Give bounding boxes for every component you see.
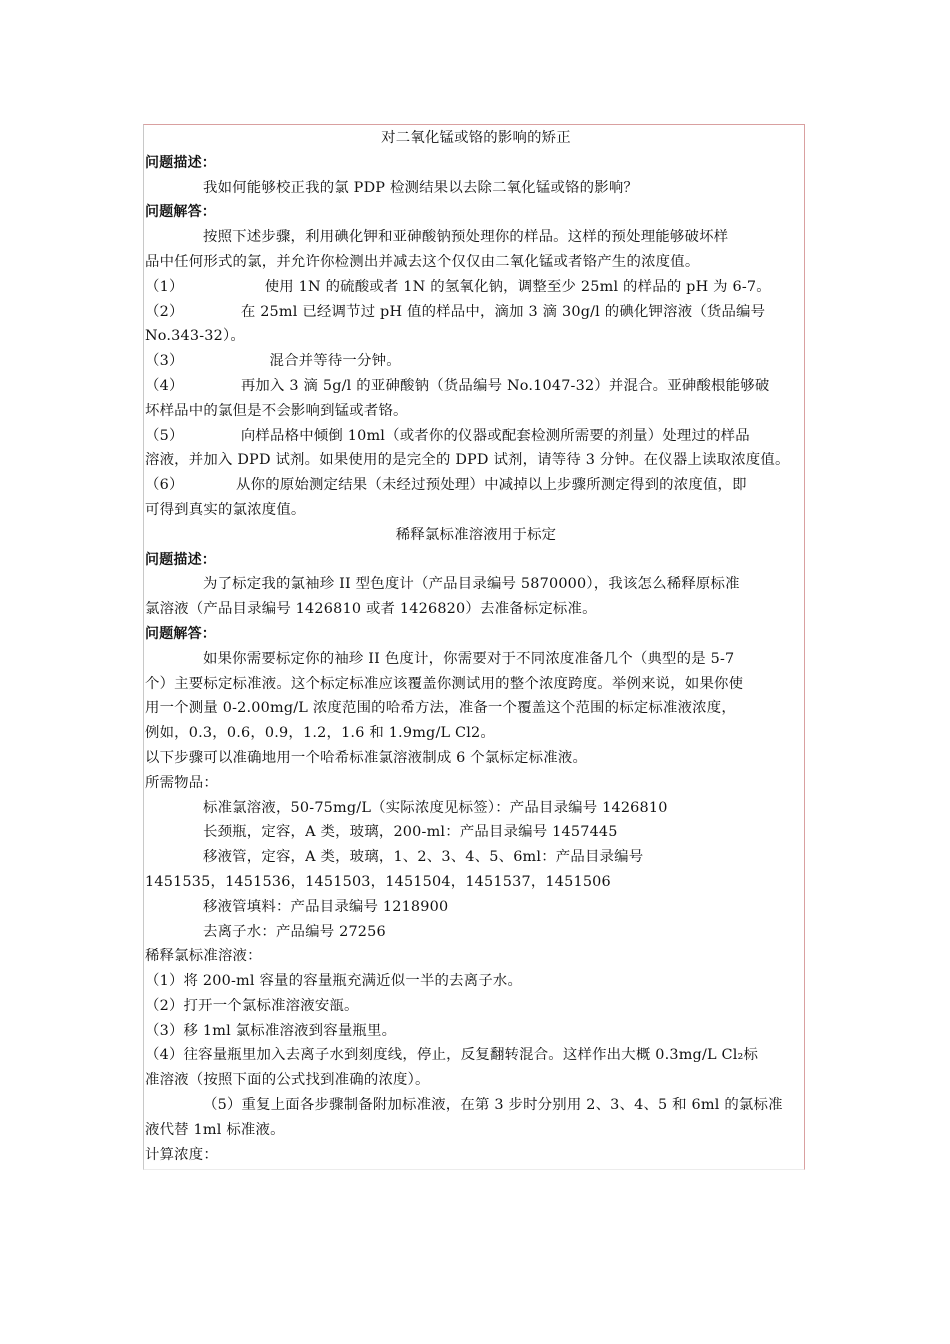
step-line: No.343-32）。 <box>145 328 245 345</box>
answer-text: 如果你需要标定你的袖珍 II 色度计，你需要对于不同浓度准备几个（典型的是 5-7 <box>203 650 735 667</box>
answer-text: 用一个测量 0-2.00mg/L 浓度范围的哈希方法，准备一个覆盖这个范围的标定标准液浓度， <box>145 700 736 717</box>
document-body <box>145 126 811 1167</box>
answer-text: 例如，0.3，0.6，0.9，1.2，1.6 和 1.9mg/L Cl2。 <box>145 725 495 742</box>
step-line: （5） 向样品格中倾倒 10ml（或者你的仪器或配套检测所需要的剂量）处理过的样品 <box>145 427 750 444</box>
section1-title: 对二氧化锰或铬的影响的矫正 <box>381 130 571 146</box>
question-text: 为了标定我的氯袖珍 II 型色度计（产品目录编号 5870000），我该怎么稀释原标准 <box>203 576 740 593</box>
material-item: 移液管填料：产品目录编号 1218900 <box>203 898 449 915</box>
material-item: 长颈瓶，定容，A 类，玻璃，200-ml：产品目录编号 1457445 <box>203 824 618 841</box>
section2-title: 稀释氯标准溶液用于标定 <box>395 526 557 543</box>
step-line: （4） 再加入 3 滴 5g/l 的亚砷酸钠（货品编号 No.1047-32）并混合。亚砷酸根能够破 <box>145 377 770 394</box>
step-line: （3） 混合并等待一分钟。 <box>145 353 401 370</box>
answer-label: 问题解答： <box>145 204 216 221</box>
step-line: 溶液，并加入 DPD 试剂。如果使用的是完全的 DPD 试剂，请等待 3 分钟。在仪器上读取浓度值。 <box>145 452 790 469</box>
dilute-step: （4）往容量瓶里加入去离子水到刻度线，停止，反复翻转混合。这样作出大概 0.3mg/L Cl₂标 <box>145 1047 759 1064</box>
material-item: 1451535，1451536，1451503，1451504，1451537，1451506 <box>145 873 611 890</box>
material-item: 移液管，定容，A 类，玻璃，1、2、3、4、5、6ml：产品目录编号 <box>203 849 644 866</box>
answer-label: 问题解答： <box>145 625 216 642</box>
dilute-label: 稀释氯标准溶液： <box>145 948 262 965</box>
calc-label: 计算浓度： <box>145 1146 218 1163</box>
step-line: （6） 从你的原始测定结果（未经过预处理）中减掉以上步骤所测定得到的浓度值，即 <box>145 477 747 494</box>
dilute-step: 液代替 1ml 标准液。 <box>145 1121 285 1138</box>
question-text: 我如何能够校正我的氯 PDP 检测结果以去除二氧化锰或铬的影响？ <box>203 179 639 196</box>
material-item: 去离子水：产品编号 27256 <box>203 923 386 940</box>
dilute-step: （1）将 200-ml 容量的容量瓶充满近似一半的去离子水。 <box>145 973 523 990</box>
materials-label: 所需物品： <box>145 774 218 791</box>
question-label: 问题描述： <box>145 154 216 171</box>
step-line: 可得到真实的氯浓度值。 <box>145 501 306 518</box>
answer-text: 品中任何形式的氯，并允许你检测出并减去这个仅仅由二氧化锰或者铬产生的浓度值。 <box>145 253 700 270</box>
dilute-step: （5）重复上面各步骤制备附加标准液，在第 3 步时分别用 2、3、4、5 和 6ml 的氯标准 <box>203 1097 783 1114</box>
question-label: 问题描述： <box>145 551 216 568</box>
material-item: 标准氯溶液，50-75mg/L（实际浓度见标签）：产品目录编号 1426810 <box>203 799 668 816</box>
answer-text: 按照下述步骤，利用碘化钾和亚砷酸钠预处理你的样品。这样的预处理能够破坏样 <box>203 229 729 246</box>
dilute-step: 准溶液（按照下面的公式找到准确的浓度）。 <box>145 1072 430 1089</box>
dilute-step: （2）打开一个氯标准溶液安瓿。 <box>145 997 359 1014</box>
question-text: 氯溶液（产品目录编号 1426810 或者 1426820）去准备标定标准。 <box>145 601 597 618</box>
step-line: 坏样品中的氯但是不会影响到锰或者铬。 <box>145 402 408 419</box>
answer-text: 以下步骤可以准确地用一个哈希标准氯溶液制成 6 个氯标定标准液。 <box>145 749 588 766</box>
dilute-step: （3）移 1ml 氯标准溶液到容量瓶里。 <box>145 1022 397 1039</box>
answer-text: 个）主要标定标准液。这个标定标准应该覆盖你测试用的整个浓度跨度。举例来说，如果你使 <box>145 675 744 692</box>
step-line: （2） 在 25ml 已经调节过 pH 值的样品中，滴加 3 滴 30g/l 的碘化钾溶液（货品编号 <box>145 303 766 320</box>
step-line: （1） 使用 1N 的硫酸或者 1N 的氢氧化钠，调整至少 25ml 的样品的 pH 为 6-7。 <box>145 278 771 295</box>
